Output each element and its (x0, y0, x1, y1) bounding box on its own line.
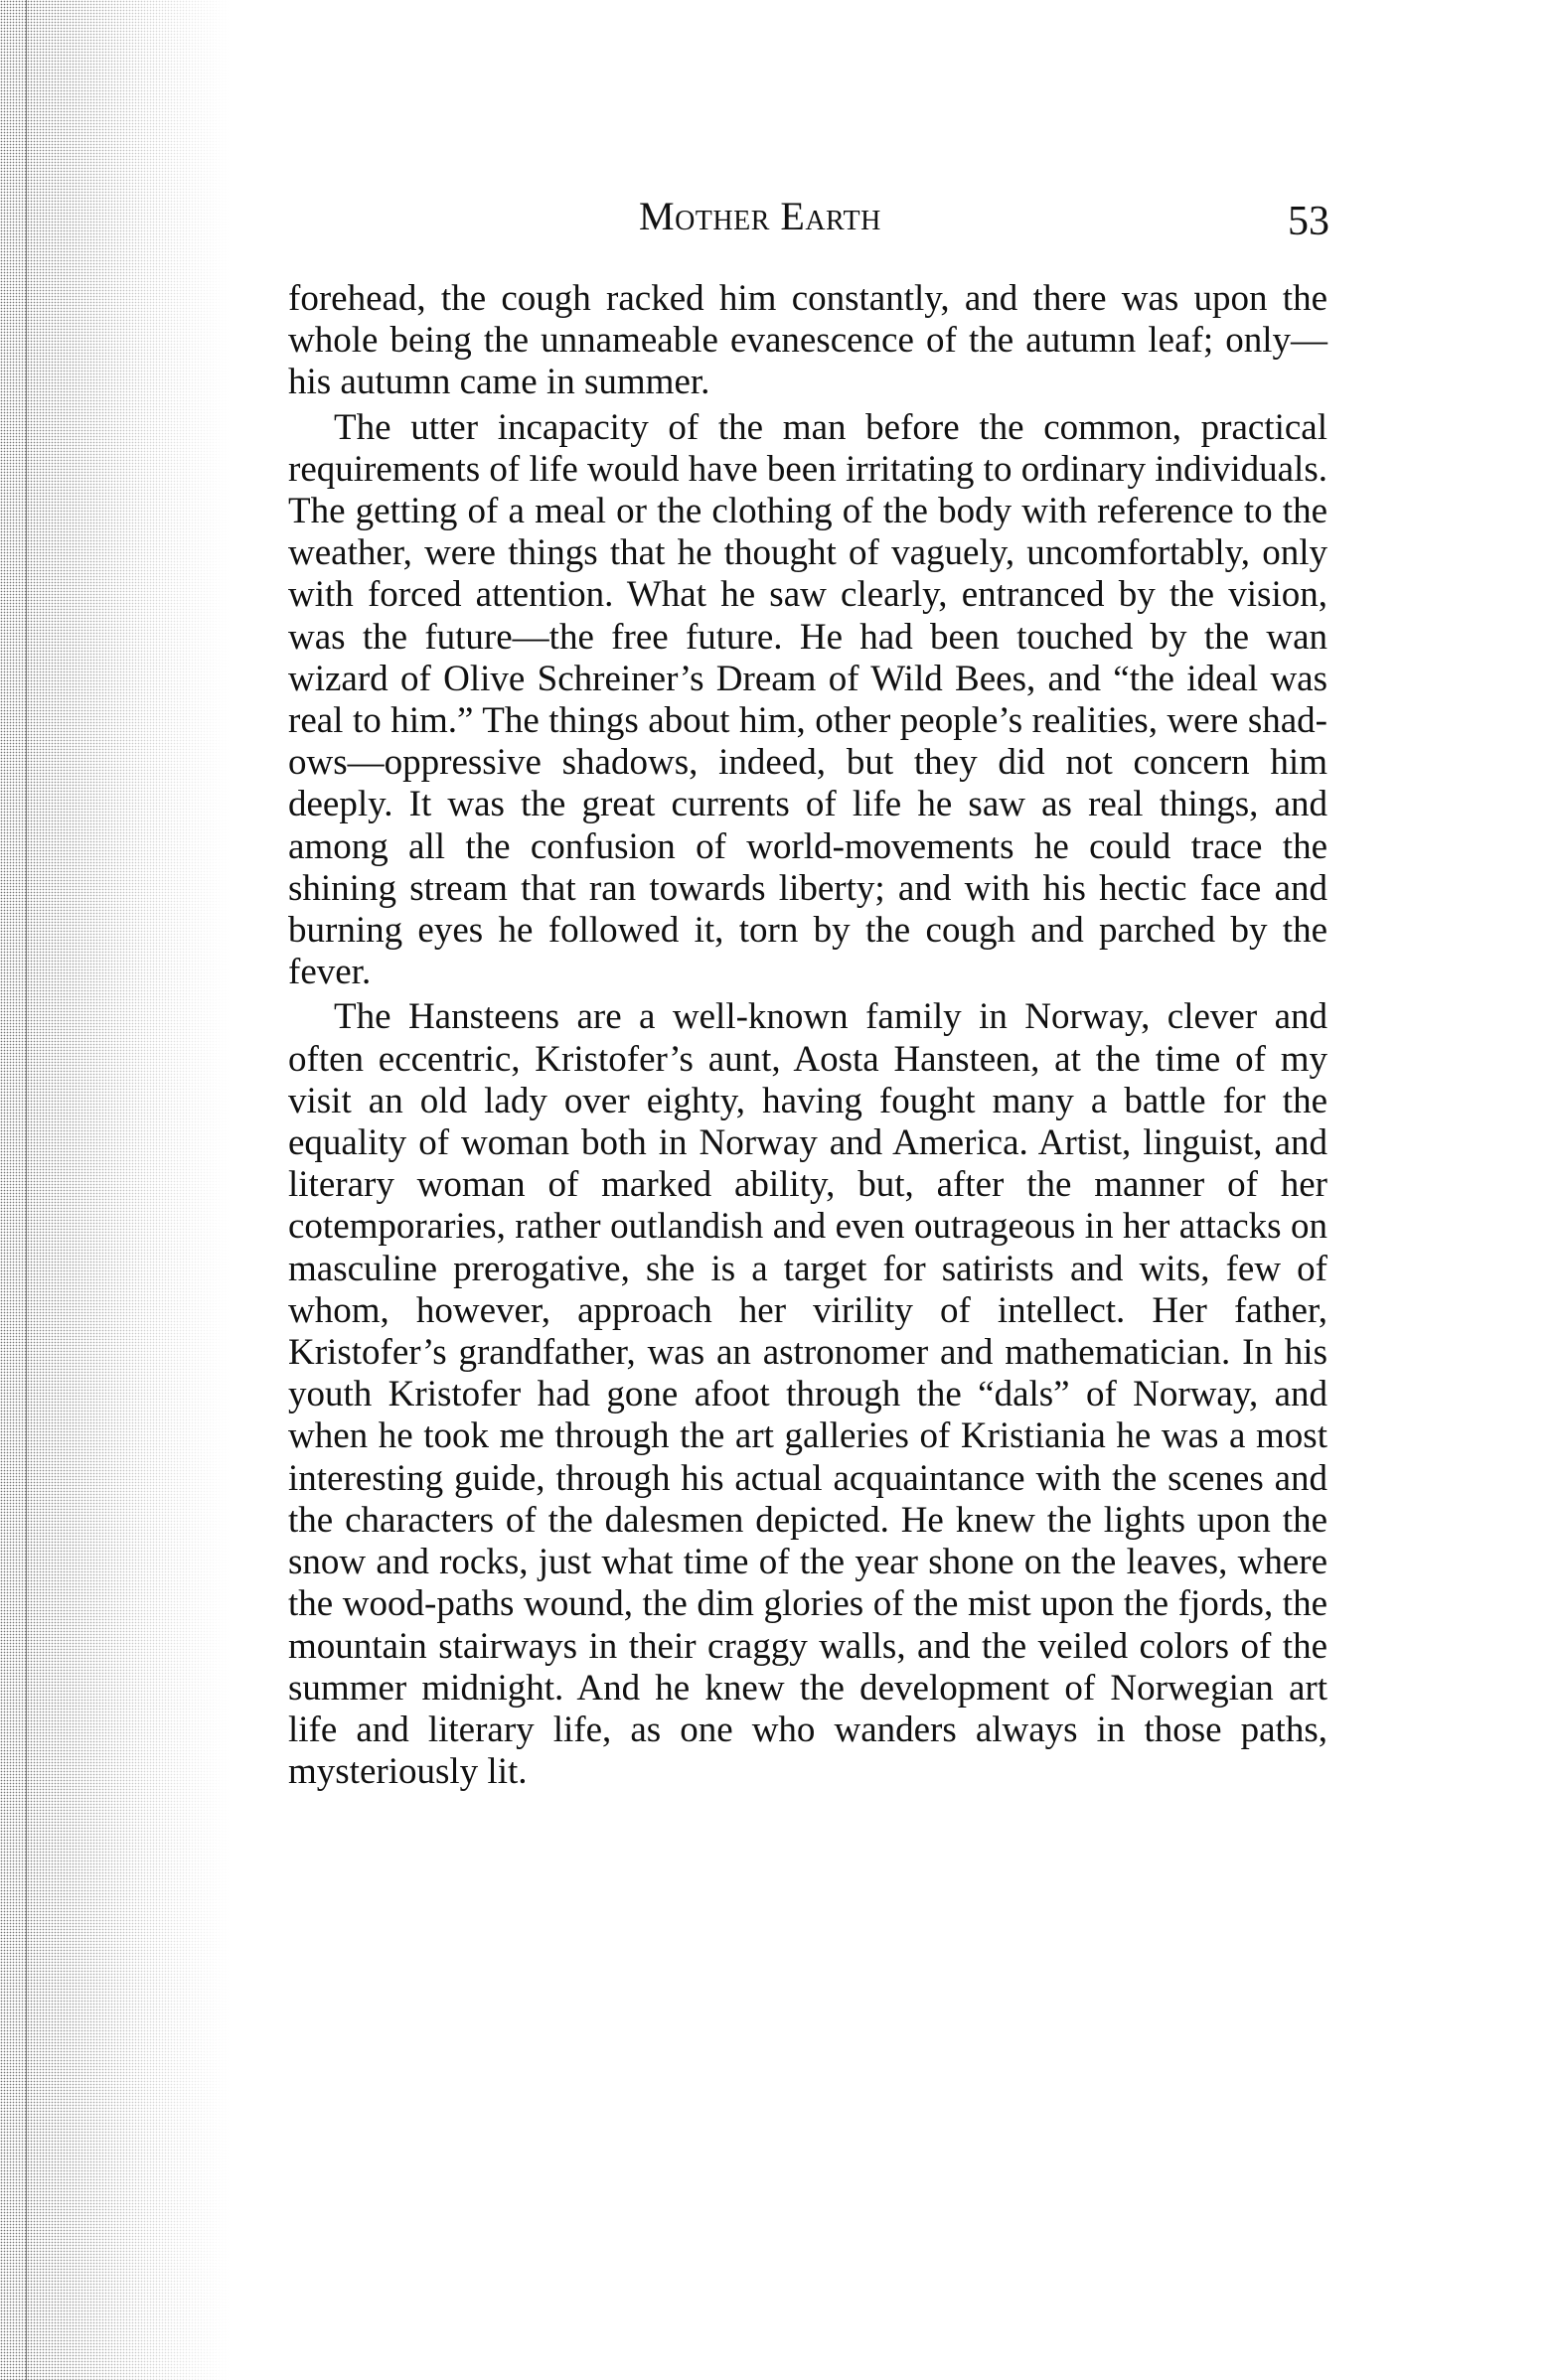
page-gutter-shadow (0, 0, 229, 2380)
page-number: 53 (1288, 199, 1329, 244)
running-head: Mother Earth (639, 194, 881, 238)
paragraph: The utter incapacity of the man before the common, practical requirements of life would have been irritating to ordinary individuals. The getting of a meal or the clothing of the body with reference to the weather, were things that he thought of vaguely, uncomfortably, only with forced attention. What he saw clearly, entranced by the vision, was the future—the free future. He had been touched by the wan wizard of Olive Schreiner’s Dream of Wild Bees, and “the ideal was real to him.” The things about him, other people’s realities, were shadows—oppressive shadows, indeed, but they did not concern him deeply. It was the great currents of life he saw as real things, and among all the confusion of world-movements he could trace the shining stream that ran towards liberty; and with his hectic face and burning eyes he followed it, torn by the cough and parched by the fever. (288, 406, 1327, 993)
body-text (288, 278, 1327, 1796)
binding-edge-line (26, 0, 27, 2380)
paragraph: forehead, the cough racked him constantly, and there was upon the whole being the unnameable evanescence of the autumn leaf; only—his autumn came in summer. (288, 278, 1327, 403)
paragraph: The Hansteens are a well-known family in Norway, clever and often eccentric, Kristofer’s aunt, Aosta Hansteen, at the time of my visit an old lady over eighty, having fought many a battle for the equality of woman both in Norway and America. Artist, linguist, and literary woman of marked ability, but, after the manner of her cotemporaries, rather outlandish and even outrageous in her attacks on masculine prerogative, she is a target for satirists and wits, few of whom, however, approach her virility of intellect. Her father, Kristofer’s grandfather, was an astronomer and mathematician. In his youth Kristofer had gone afoot through the “dals” of Norway, and when he took me through the art galleries of Kristiania he was a most interesting guide, through his actual acquaintance with the scenes and the characters of the dalesmen depicted. He knew the lights upon the snow and rocks, just what time of the year shone on the leaves, where the wood-paths wound, the dim glories of the mist upon the fjords, the mountain stairways in their craggy walls, and the veiled colors of the summer midnight. And he knew the development of Norwegian art life and literary life, as one who wanders always in those paths, mysteriously lit. (288, 996, 1327, 1793)
